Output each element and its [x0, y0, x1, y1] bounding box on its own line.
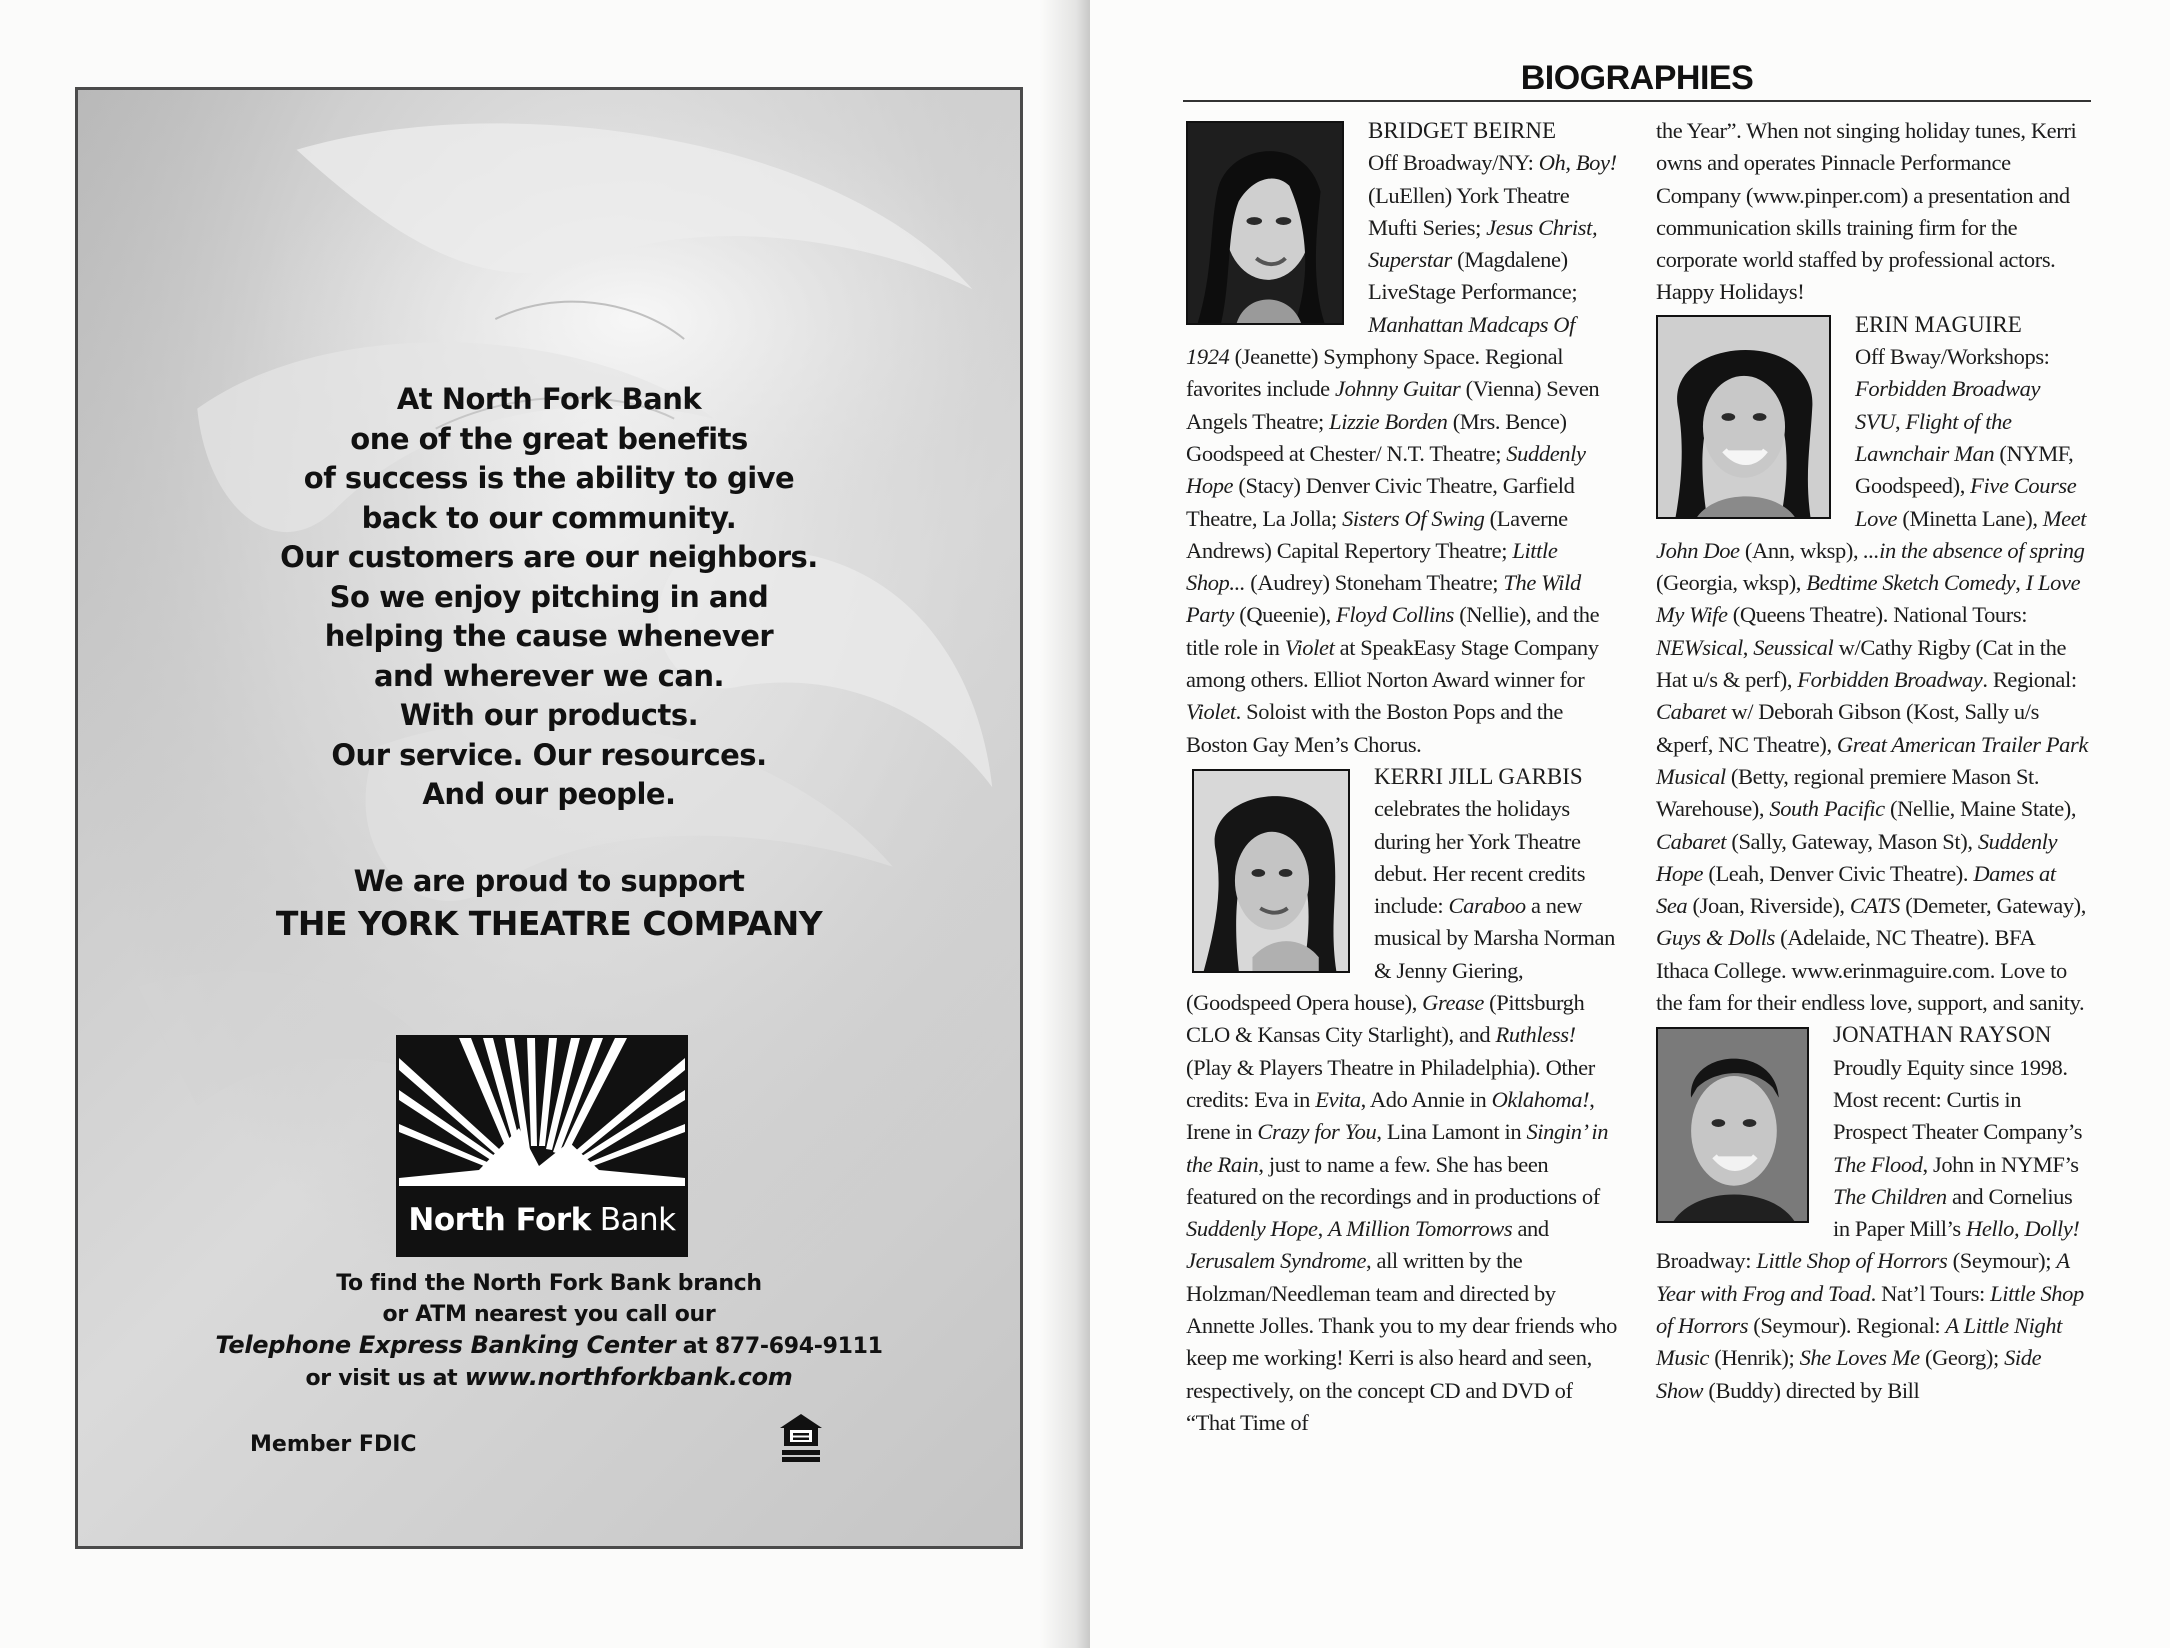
ad-support-statement: [78, 860, 1020, 946]
headshot-jonathan-rayson: [1656, 1027, 1809, 1223]
page-title: BIOGRAPHIES: [1520, 59, 1754, 97]
bio-name: KERRI JILL GARBIS: [1374, 763, 1583, 789]
member-fdic: Member FDIC: [250, 1432, 417, 1457]
logo-name-light: Bank: [599, 1202, 676, 1238]
person-photo-icon: [1194, 771, 1348, 971]
bank-website: www.northforkbank.com: [464, 1363, 793, 1391]
bio-bridget-beirne: [1186, 115, 1618, 761]
contact-line: [78, 1362, 1020, 1394]
ad-line: And our people.: [422, 777, 676, 811]
ad-line: and wherever we can.: [373, 658, 725, 693]
bio-text: Off Bway/Workshops: Forbidden Broadway SVU, Flight of the Lawnchair Man (NYMF, Goodspeed), Five Course Love (Minetta Lane), Meet John Doe (Ann, wksp), ...in the absence of spring (Georgia, wksp), Bedtime Sketch Comedy, I Love My Wife (Queens Theatre). National Tours: NEWsical, Seussical w/Cathy Rigby (Cat in the Hat u/s & perf), Forbidden Broadway. Regional: Cabaret w/ Deborah Gibson (Kost, Sally u/s &perf, NC Theatre), Great American Trailer Park Musical (Betty, regional premiere Mason St. Warehouse), South Pacific (Nellie, Maine State), Cabaret (Sally, Gateway, Mason St), Suddenly Hope (Leah, Denver Civic Theatre). Dames at Sea (Joan, Riverside), CATS (Demeter, Gateway), Guys & Dolls (Adelaide, NC Theatre). BFA Ithaca College. www.erinmaguire.com. Love to the fam for their endless love, support, and sanity.: [1656, 344, 2088, 1016]
biographies-header: [1183, 58, 2091, 102]
contact-line: To find the North Fork Bank branch: [336, 1271, 762, 1296]
bank-advertisement: [75, 87, 1023, 1549]
bio-kerri-jill-garbis: [1186, 761, 1618, 1439]
ad-line: one of the great benefits: [350, 421, 748, 456]
bio-text: Proudly Equity since 1998. Most recent: Curtis in Prospect Theater Company’s The Flood, John in NYMF’s The Children and Cornelius in Paper Mill’s Hello, Dolly! Broadway: Little Shop of Horrors (Seymour); A Year with Frog and Toad. Nat’l Tours: Little Shop of Horrors (Seymour). Regional: A Little Night Music (Henrik); She Loves Me (Georg); Side Show (Buddy) directed by Bill: [1656, 1054, 2084, 1403]
bio-text: the Year”. When not singing holiday tunes, Kerri owns and operates Pinnacle Performance Company (www.pinper.com) a presentation and communication skills training firm for the corporate world staffed by professional actors. Happy Holidays!: [1656, 118, 2077, 305]
bio-erin-maguire: [1656, 309, 2088, 1020]
ad-message: [78, 380, 1020, 815]
ad-line: Our service. Our resources.: [331, 737, 767, 772]
ad-line: of success is the ability to give: [303, 461, 795, 495]
phone-number: at 877-694-9111: [675, 1334, 883, 1359]
person-photo-icon: [1658, 1029, 1807, 1221]
ad-line: So we enjoy pitching in and: [329, 579, 769, 614]
sunburst-icon: [399, 1038, 685, 1190]
bio-name: ERIN MAGUIRE: [1855, 311, 2022, 337]
ad-line: With our products.: [399, 698, 699, 732]
bio-name: JONATHAN RAYSON: [1833, 1022, 2052, 1048]
contact-line: or ATM nearest you call our: [382, 1302, 716, 1327]
ad-line: back to our community.: [361, 500, 737, 535]
ad-line: Our customers are our neighbors.: [280, 540, 818, 574]
bio-jonathan-rayson: [1656, 1019, 2088, 1407]
ad-contact-info: [78, 1268, 1020, 1394]
logo-name-bold: North Fork: [408, 1202, 591, 1238]
visit-label: or visit us at: [305, 1366, 465, 1391]
north-fork-bank-logo: [396, 1035, 688, 1257]
ad-line: helping the cause whenever: [324, 619, 774, 653]
bio-text: Off Broadway/NY: Oh, Boy! (LuEllen) York Theatre Mufti Series; Jesus Christ, Superstar (Magdalene) LiveStage Performance; Manhattan Madcaps Of 1924 (Jeanette) Symphony Space. Regional favorites include Johnny Guitar (Vienna) Seven Angels Theatre; Lizzie Borden (Mrs. Bence) Goodspeed at Chester/ N.T. Theatre; Suddenly Hope (Stacy) Denver Civic Theatre, Garfield Theatre, La Jolla; Sisters Of Swing (Laverne Andrews) Capital Repertory Theatre; Little Shop... (Audrey) Stoneham Theatre; The Wild Party (Queenie), Floyd Collins (Nellie), and the title role in Violet at SpeakEasy Stage Company among others. Elliot Norton Award winner for Violet. Soloist with the Boston Pops and the Boston Gay Men’s Chorus.: [1186, 150, 1617, 757]
person-photo-icon: [1188, 123, 1342, 323]
support-line: We are proud to support: [353, 864, 745, 898]
contact-line: [78, 1330, 1020, 1362]
supported-company: THE YORK THEATRE COMPANY: [275, 904, 823, 943]
headshot-kerri-jill-garbis: [1192, 769, 1350, 973]
bio-column-1: [1186, 115, 1618, 1439]
bio-name: BRIDGET BEIRNE: [1368, 118, 1557, 143]
banking-center-name: Telephone Express Banking Center: [215, 1331, 676, 1359]
person-photo-icon: [1658, 317, 1829, 517]
bio-text: celebrates the holidays during her York Theatre debut. Her recent credits include: Caraboo a new musical by Marsha Norman & Jenny Giering, (Goodspeed Opera house), Grease (Pittsburgh CLO & Kansas City Starlight), and Ruthless! (Play & Players Theatre in Philadelphia). Other credits: Eva in Evita, Ado Annie in Oklahoma!, Irene in Crazy for You, Lina Lamont in Singin’ in the Rain, just to name a few. She has been featured on the recordings and in productions of Suddenly Hope, A Million Tomorrows and Jerusalem Syndrome, all written by the Holzman/Needleman team and directed by Annette Jolles. Thank you to my dear friends who keep me working! Kerri is also heard and seen, respectively, on the concept CD and DVD of “That Time of: [1186, 796, 1617, 1435]
headshot-erin-maguire: [1656, 315, 1831, 519]
equal-housing-lender-icon: [778, 1412, 824, 1464]
bio-kerri-jill-garbis-continued: [1656, 115, 2088, 309]
logo-wordmark: [399, 1186, 685, 1254]
headshot-bridget-beirne: [1186, 121, 1344, 325]
bio-column-2: [1656, 115, 2088, 1407]
ad-line: At North Fork Bank: [396, 382, 702, 416]
